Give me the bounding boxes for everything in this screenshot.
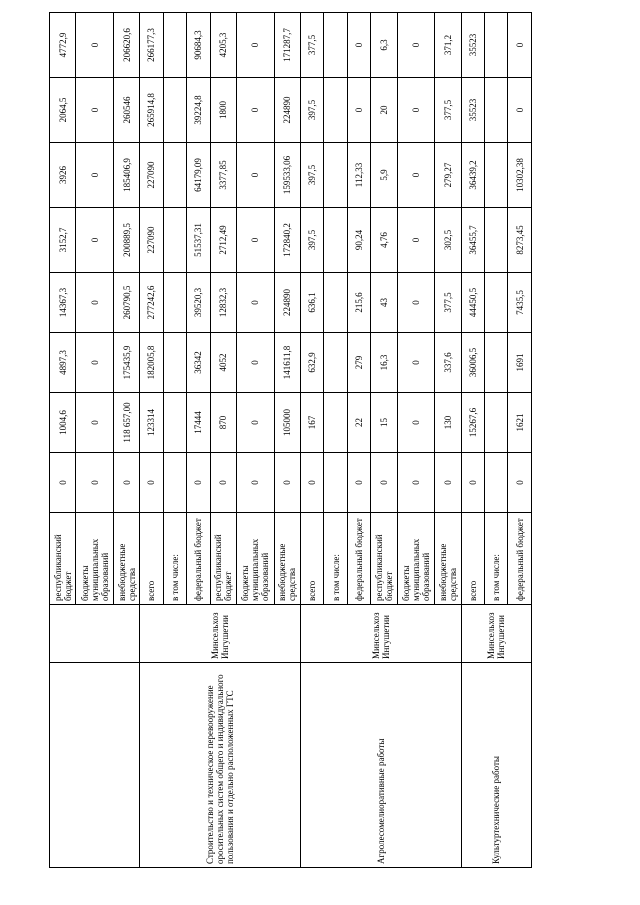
value-cell: 130 [435,393,461,453]
funding-source-cell: бюджеты муниципальных образований [76,513,114,605]
value-cell [324,453,347,513]
value-cell: 172840,2 [274,208,300,273]
value-cell [163,273,186,333]
value-cell: 8273,45 [508,208,532,273]
category-cell: Агролесомелиоративные работы [300,663,461,868]
value-cell: 0 [76,143,114,208]
value-cell [324,78,347,143]
value-cell: 1621 [508,393,532,453]
value-cell [324,208,347,273]
value-cell [163,143,186,208]
value-cell: 105000 [274,393,300,453]
funding-source-cell: всего [140,513,163,605]
value-cell: 302,5 [435,208,461,273]
value-cell: 0 [76,393,114,453]
value-cell [324,273,347,333]
funding-source-cell: бюджеты муниципальных образований [397,513,435,605]
executor-cell [50,605,140,663]
rotated-page [49,13,532,868]
category-cell: Культуртехнические работы [461,663,531,868]
value-cell: 227090 [140,143,163,208]
value-cell: 36342 [187,333,210,393]
value-cell: 0 [236,393,274,453]
value-cell: 2712,49 [210,208,236,273]
funding-source-cell: бюджеты муниципальных образований [236,513,274,605]
value-cell: 0 [397,393,435,453]
funding-source-cell: федеральный бюджет [187,513,210,605]
value-cell: 0 [371,453,397,513]
value-cell [163,333,186,393]
value-cell: 0 [236,78,274,143]
value-cell: 377,5 [435,273,461,333]
funding-source-cell: всего [300,513,323,605]
value-cell: 0 [76,333,114,393]
value-cell: 0 [50,453,76,513]
value-cell [163,78,186,143]
value-cell: 4205,3 [210,13,236,78]
value-cell: 277242,6 [140,273,163,333]
value-cell: 51537,31 [187,208,210,273]
value-cell: 0 [508,78,532,143]
value-cell: 377,5 [435,78,461,143]
funding-source-cell: республиканский бюджет [210,513,236,605]
value-cell: 43 [371,273,397,333]
value-cell: 167 [300,393,323,453]
value-cell: 39224,8 [187,78,210,143]
value-cell: 1691 [508,333,532,393]
value-cell: 36006,5 [461,333,484,393]
value-cell: 0 [76,208,114,273]
funding-source-cell: внебюджетные средства [113,513,139,605]
value-cell: 0 [347,13,370,78]
funding-source-cell: в том числе: [324,513,347,605]
value-cell: 3152,7 [50,208,76,273]
value-cell: 0 [397,78,435,143]
value-cell: 0 [347,453,370,513]
value-cell: 265914,8 [140,78,163,143]
value-cell: 337,6 [435,333,461,393]
value-cell: 22 [347,393,370,453]
executor-cell: Минсельхоз Ингушетии [461,605,531,663]
value-cell: 35523 [461,13,484,78]
value-cell: 12832,3 [210,273,236,333]
value-cell: 4772,9 [50,13,76,78]
value-cell: 159533,06 [274,143,300,208]
value-cell: 0 [397,453,435,513]
value-cell [163,13,186,78]
value-cell: 0 [236,273,274,333]
funding-source-cell: в том числе: [163,513,186,605]
value-cell: 215,6 [347,273,370,333]
value-cell: 90684,3 [187,13,210,78]
value-cell: 636,1 [300,273,323,333]
value-cell: 182005,8 [140,333,163,393]
value-cell: 3377,85 [210,143,236,208]
value-cell: 0 [236,453,274,513]
category-cell: Строительство и техническое перевооружение оросительных систем общего и индивидуального пользования и отдельно расположенных ГТС [140,663,301,868]
value-cell: 5,9 [371,143,397,208]
value-cell: 0 [397,208,435,273]
value-cell: 3926 [50,143,76,208]
executor-cell: Минсельхоз Ингушетии [140,605,301,663]
funding-source-cell: внебюджетные средства [435,513,461,605]
value-cell: 17444 [187,393,210,453]
value-cell: 0 [76,13,114,78]
value-cell: 0 [76,453,114,513]
value-cell: 0 [236,143,274,208]
value-cell: 0 [210,453,236,513]
value-cell: 185406,9 [113,143,139,208]
value-cell: 0 [274,453,300,513]
value-cell [484,143,507,208]
funding-source-cell: внебюджетные средства [274,513,300,605]
value-cell [484,453,507,513]
value-cell: 260790,5 [113,273,139,333]
value-cell: 200889,5 [113,208,139,273]
table-row [140,13,163,868]
value-cell: 0 [113,453,139,513]
value-cell: 35523 [461,78,484,143]
value-cell: 0 [435,453,461,513]
value-cell: 36439,2 [461,143,484,208]
value-cell: 0 [397,333,435,393]
value-cell: 1004,6 [50,393,76,453]
value-cell: 15 [371,393,397,453]
value-cell: 123314 [140,393,163,453]
table-row [50,13,76,868]
value-cell: 224890 [274,78,300,143]
value-cell [484,333,507,393]
value-cell: 0 [397,273,435,333]
value-cell [484,78,507,143]
value-cell: 15267,6 [461,393,484,453]
value-cell: 171287,7 [274,13,300,78]
value-cell [484,393,507,453]
value-cell: 870 [210,393,236,453]
value-cell [163,393,186,453]
value-cell: 0 [397,13,435,78]
value-cell: 2064,5 [50,78,76,143]
value-cell: 397,5 [300,78,323,143]
value-cell: 0 [76,273,114,333]
value-cell: 175435,9 [113,333,139,393]
funding-source-cell: всего [461,513,484,605]
value-cell: 0 [140,453,163,513]
value-cell: 224890 [274,273,300,333]
value-cell: 0 [236,208,274,273]
funding-source-cell: республиканский бюджет [50,513,76,605]
value-cell: 1800 [210,78,236,143]
value-cell: 0 [300,453,323,513]
value-cell: 0 [508,13,532,78]
funding-source-cell: федеральный бюджет [347,513,370,605]
value-cell: 377,5 [300,13,323,78]
value-cell [324,143,347,208]
value-cell: 39520,3 [187,273,210,333]
table-row [300,13,323,868]
value-cell: 0 [461,453,484,513]
value-cell: 0 [236,333,274,393]
value-cell: 44450,5 [461,273,484,333]
table-row [461,13,484,868]
value-cell: 118 657,00 [113,393,139,453]
value-cell: 90,24 [347,208,370,273]
value-cell: 20 [371,78,397,143]
value-cell [163,208,186,273]
funding-source-cell: республиканский бюджет [371,513,397,605]
value-cell: 10302,38 [508,143,532,208]
value-cell [324,393,347,453]
value-cell: 14367,3 [50,273,76,333]
value-cell: 36455,7 [461,208,484,273]
value-cell: 0 [508,453,532,513]
value-cell [484,13,507,78]
value-cell: 4,76 [371,208,397,273]
value-cell: 0 [236,13,274,78]
funding-source-cell: федеральный бюджет [508,513,532,605]
funding-source-cell: в том числе: [484,513,507,605]
value-cell [324,333,347,393]
value-cell: 0 [76,78,114,143]
value-cell: 279 [347,333,370,393]
value-cell: 397,5 [300,143,323,208]
value-cell: 0 [397,143,435,208]
value-cell: 397,5 [300,208,323,273]
value-cell: 206620,6 [113,13,139,78]
value-cell: 64179,09 [187,143,210,208]
value-cell: 632,9 [300,333,323,393]
value-cell: 371,2 [435,13,461,78]
value-cell: 4897,3 [50,333,76,393]
value-cell: 112,33 [347,143,370,208]
value-cell: 4052 [210,333,236,393]
budget-table [49,12,532,868]
value-cell: 6,3 [371,13,397,78]
value-cell: 266177,3 [140,13,163,78]
value-cell [324,13,347,78]
value-cell: 227090 [140,208,163,273]
value-cell: 0 [187,453,210,513]
value-cell: 279,27 [435,143,461,208]
value-cell: 16,3 [371,333,397,393]
value-cell [163,453,186,513]
value-cell: 7435,5 [508,273,532,333]
value-cell [484,208,507,273]
executor-cell: Минсельхоз Ингушетии [300,605,461,663]
value-cell [484,273,507,333]
value-cell: 260546 [113,78,139,143]
value-cell: 141611,8 [274,333,300,393]
category-cell [50,663,140,868]
value-cell: 0 [347,78,370,143]
table-body [50,13,532,868]
